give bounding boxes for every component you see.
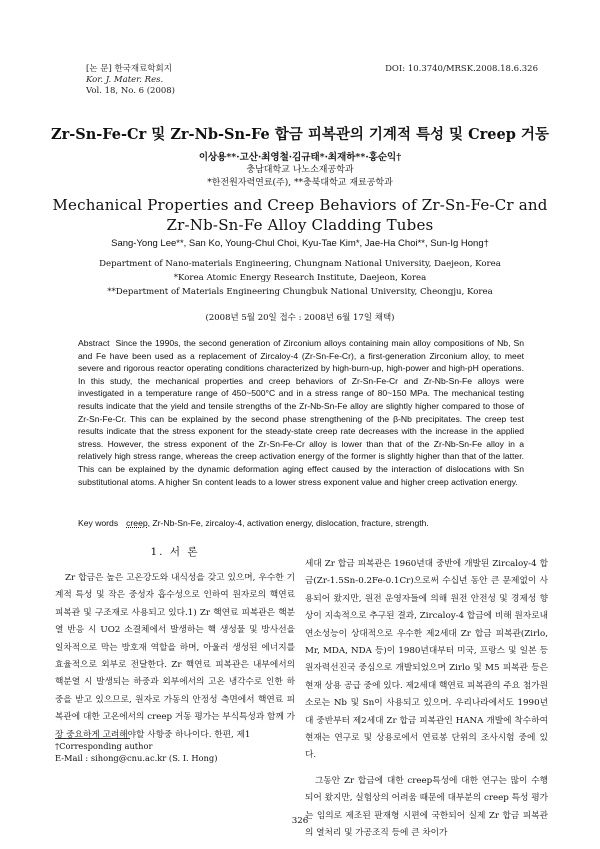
abstract-text: Since the 1990s, the second generation of Zirconium alloys containing main alloy compositions of Nb, Sn and Fe have been used as a replacement of Zircaloy-4 (Zr-Sn-Fe-Cr), a first-generation Zirconium alloy, to meet severe and rigorous reactor operating conditions characterized by high-burn-up, high-power and high-pH operations. In this study, the mechanical properties and creep behaviors of Zr-Sn-Fe-Cr and Zr-Nb-Sn-Fe alloys were investigated in a temperature range of 450~500°C and in a stress range of 80~150 MPa. The mechanical testing results indicate that the yield and tensile strengths of the Zr-Nb-Sn-Fe alloy are slightly higher compared to those of Zr-Sn-Fe-Cr. This can be explained by the second phase strengthening of the β-Nb precipitates. The creep test results indicate that the stress exponent for the steady-state creep rate decreases with the increase in the applied stress. However, the stress exponent of the Zr-Sn-Fe-Cr alloy is lower than that of the Zr-Nb-Sn-Fe alloy in a relatively high stress range, whereas the creep activation energy of the former is slightly higher than that of the latter. This can be explained by the dynamic deformation aging effect caused by the interaction of dislocations with Sn substitutional atoms. A higher Sn content leads to a lower stress exponent value and higher creep activation energy. [78, 338, 524, 487]
keyword-creep: creep [126, 518, 148, 528]
intro-paragraph-1: Zr 합금은 높은 고온강도와 내식성을 갖고 있으며, 우수한 기계적 특성 및 작은 중성자 흡수성으로 인하여 원자로의 핵연료 피복관 및 구조재로 사용되고 있다.1) Zr 핵연료 피복관은 핵분열 반응 시 UO2 소결체에서 발생하는 핵 생성물 및 방사선을 일차적으로 막는 방호재 역할을 하며, 아울러 생성된 에너지를 효율적으로 외부로 전달한다. Zr 핵연료 피복관은 내부에서의 핵분열 시 발생되는 하중과 외부에서의 고온 냉각수로 인한 하중을 받고 있으므로, 원자로 가동의 안정성 측면에서 핵연료 피복관에 대한 고온에서의 creep 거동 평가는 부식특성과 함께 가장 중요하게 고려해야할 사항중 하나이다. 한편, 제1 [55, 573, 295, 740]
right-column [305, 556, 548, 843]
journal-header [86, 64, 175, 97]
page-number: 326 [291, 816, 309, 826]
received-accepted-dates: (2008년 5월 20일 접수 : 2008년 6월 17일 채택) [205, 313, 395, 323]
doi[interactable]: DOI: 10.3740/MRSK.2008.18.6.326 [385, 64, 538, 74]
affiliation-en-1: Department of Nano-materials Engineering, Chungnam National University, Daejeon, Korea [99, 259, 501, 269]
authors-english: Sang-Yong Lee**, San Ko, Young-Chul Choi, Kyu-Tae Kim*, Jae-Ha Choi**, Sun-Ig Hong† [111, 238, 489, 249]
keywords [78, 518, 524, 528]
affiliation-en-3: **Department of Materials Engineering Chungbuk National University, Cheongju, Korea [107, 287, 493, 297]
corresponding-author-label: †Corresponding author [55, 741, 153, 751]
journal-volume: Vol. 18, No. 6 (2008) [86, 86, 176, 96]
journal-name-en: Kor. J. Mater. Res. [86, 75, 164, 85]
affiliation-kr-1: 충남대학교 나노소재공학과 [246, 165, 354, 175]
left-column [55, 570, 295, 744]
authors-korean: 이상용**·고산·최영철·김규태*·최재하**·홍순익† [198, 152, 402, 163]
title-english-line1: Mechanical Properties and Creep Behaviors of Zr-Sn-Fe-Cr and [52, 196, 548, 214]
title-english [40, 195, 560, 235]
abstract [78, 337, 524, 488]
footnote-divider [55, 738, 130, 739]
corresponding-author-email[interactable]: E-Mail : sihong@cnu.ac.kr (S. I. Hong) [55, 752, 218, 763]
title-english-line2: Zr-Nb-Sn-Fe Alloy Cladding Tubes [166, 216, 434, 234]
abstract-label: Abstract [78, 338, 110, 348]
title-korean: Zr-Sn-Fe-Cr 및 Zr-Nb-Sn-Fe 합금 피복관의 기계적 특성 및 Creep 거동 [51, 126, 549, 143]
intro-paragraph-2: 세대 Zr 합금 피복관은 1960년대 중반에 개발된 Zircaloy-4 합금(Zr-1.5Sn-0.2Fe-0.1Cr)으로써 수십년 동안 큰 문제없이 사용되어 왔지만, 원전 운영자들에 의해 원전 안전성 및 경제성 향상이 지속적으로 추구된 결과, Zircaloy-4 합금에 비해 원자로내 연소성능이 상대적으로 우수한 제2세대 Zr 합금 피복관(Zirlo, Mr, MDA, NDA 등)이 1980년대부터 미국, 프랑스 및 일본 등 원자력선진국 중심으로 개발되었으며 Zirlo 및 M5 피복관 등은 현재 상용 공급 중에 있다. 제2세대 핵연료 피복관의 주요 첨가원소로는 Nb 및 Sn이 사용되고 있으며. 우리나라에서도 1990년대 중반부터 제2세대 Zr 합금 피복관인 HANA 개발에 착수하여 현재는 연구로 및 상용로에서 연료봉 단위의 조사시험 중에 있다. [305, 559, 548, 761]
section-title-introduction: 1. 서 론 [150, 546, 200, 558]
intro-paragraph-3: 그동안 Zr 합금에 대한 creep특성에 대한 연구는 많이 수행되어 왔지만, 실험상의 어려움 때문에 대부분의 creep 특성 평가는 임의로 제조된 판재형 시편에 국한되어 실제 Zr 합금 피복관의 열처리 및 가공조직 등에 큰 차이가 [305, 775, 548, 839]
keywords-list: , Zr-Nb-Sn-Fe, zircaloy-4, activation energy, dislocation, fracture, strength. [147, 518, 429, 528]
affiliation-en-2: *Korea Atomic Energy Research Institute, Daejeon, Korea [173, 273, 427, 283]
keywords-label: Key words [78, 518, 119, 528]
footnote [55, 741, 217, 764]
journal-name-kr: [논 문] 한국재료학회지 [86, 64, 172, 74]
affiliation-kr-2: *한전원자력연료(주), **충북대학교 재료공학과 [207, 178, 393, 188]
